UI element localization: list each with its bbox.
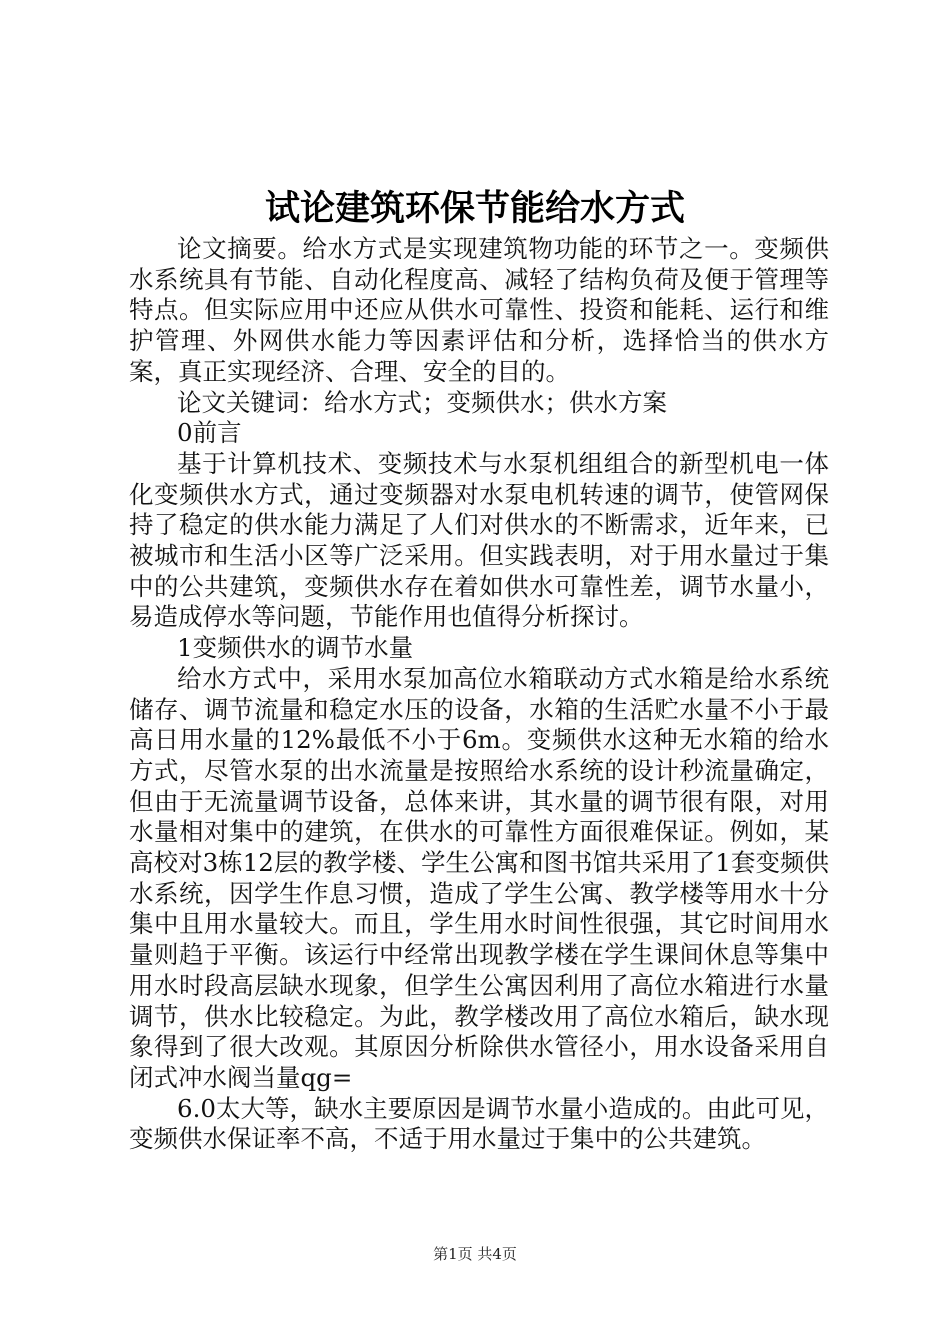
page-footer: 第1页 共4页 — [433, 1245, 517, 1263]
abstract-paragraph: 论文摘要。给水方式是实现建筑物功能的环节之一。变频供水系统具有节能、自动化程度高、减轻了结构负荷及便于管理等特点。但实际应用中还应从供水可靠性、投资和能耗、运行和维护管理、外网供水能力等因素评估和分析，选择恰当的供水方案，真正实现经济、合理、安全的目的。 — [129, 234, 829, 386]
section-heading-regulation: 1变频供水的调节水量 — [177, 633, 414, 663]
document-body — [129, 234, 829, 1155]
document-title: 试论建筑环保节能给水方式 — [264, 189, 685, 229]
regulation-paragraph: 给水方式中，采用水泵加高位水箱联动方式水箱是给水系统储存、调节流量和稳定水压的设备，水箱的生活贮水量不小于最高日用水量的12%最低不小于6m。变频供水这种无水箱的给水方式，尽管水泵的出水流量是按照给水系统的设计秒流量确定，但由于无流量调节设备，总体来讲，其水量的调节很有限，对用水量相对集中的建筑，在供水的可靠性方面很难保证。例如，某高校对3栋12层的教学楼、学生公寓和图书馆共采用了1套变频供水系统，因学生作息习惯，造成了学生公寓、教学楼等用水十分集中且用水量较大。而且，学生用水时间性很强，其它时间用水量则趋于平衡。该运行中经常出现教学楼在学生课间休息等集中用水时段高层缺水现象，但学生公寓因利用了高位水箱进行水量调节，供水比较稳定。为此，教学楼改用了高位水箱后，缺水现象得到了很大改观。其原因分析除供水管径小，用水设备采用自闭式冲水阀当量qg= — [129, 663, 829, 1092]
conclusion-paragraph: 6.0太大等，缺水主要原因是调节水量小造成的。由此可见，变频供水保证率不高，不适于用水量过于集中的公共建筑。 — [129, 1093, 829, 1154]
preface-paragraph: 基于计算机技术、变频技术与水泵机组组合的新型机电一体化变频供水方式，通过变频器对水泵电机转速的调节，使管网保持了稳定的供水能力满足了人们对供水的不断需求，近年来，已被城市和生活小区等广泛采用。但实践表明，对于用水量过于集中的公共建筑，变频供水存在着如供水可靠性差，调节水量小，易造成停水等问题，节能作用也值得分析探讨。 — [129, 448, 829, 632]
keywords-paragraph: 论文关键词：给水方式；变频供水；供水方案 — [177, 387, 667, 417]
section-heading-preface: 0前言 — [177, 418, 242, 448]
